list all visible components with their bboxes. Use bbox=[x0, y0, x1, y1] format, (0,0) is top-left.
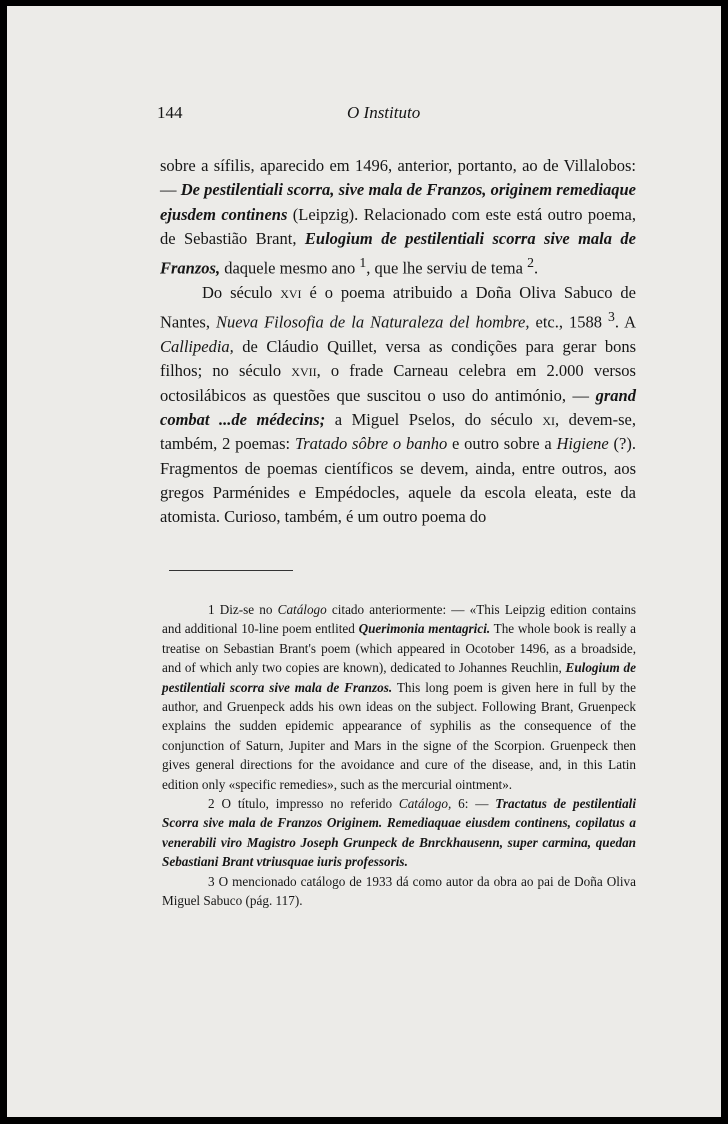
footnote-number: 2 bbox=[208, 796, 215, 812]
text-run: 6: — bbox=[451, 796, 496, 812]
text-run: , o frade Carneau celebra em 2.000 versos octosilábicos as questões que suscitou o uso do antimónio, — bbox=[160, 361, 636, 405]
text-run: (Leipzig). Relacionado com este está outro poema, de Sebastião Brant, bbox=[160, 204, 636, 248]
footnote-divider bbox=[169, 570, 293, 571]
text-run: . bbox=[533, 258, 539, 278]
footnote-3 bbox=[162, 872, 636, 911]
text-run: , que lhe serviu de tema bbox=[366, 258, 528, 278]
page-header bbox=[157, 103, 611, 129]
century-numeral: xvi bbox=[280, 282, 302, 302]
work-title: Eulogium de pestilentiali scorra sive mala de Franzos, bbox=[160, 228, 637, 278]
work-title: grand combat ...de médecins; bbox=[160, 385, 636, 429]
footnote-number: 1 bbox=[208, 602, 215, 617]
text-run: Diz-se no bbox=[214, 602, 278, 617]
work-title: Nueva Filosofia de la Naturaleza del hombre, bbox=[215, 312, 530, 332]
century-numeral: xvii bbox=[291, 361, 317, 381]
text-run: etc., 1588 bbox=[529, 312, 608, 332]
work-title: De pestilentiali scorra, sive mala de Franzos, originem remediaque ejusdem continens bbox=[160, 180, 636, 224]
page-number: 144 bbox=[157, 103, 183, 122]
text-run: Do século bbox=[202, 282, 281, 302]
paragraph-1 bbox=[160, 154, 636, 281]
book-page bbox=[7, 6, 721, 1117]
footnote-ref-1: 1 bbox=[359, 255, 367, 271]
work-title: Catálogo bbox=[277, 602, 327, 617]
text-run: de Cláudio Quillet, versa as condições para gerar bons filhos; no século bbox=[160, 337, 636, 381]
work-title: Catálogo, bbox=[398, 796, 452, 812]
work-title: Eulogium de pestilentiali scorra sive mala de Franzos. bbox=[162, 660, 636, 695]
work-title: Tratado sôbre o banho bbox=[294, 434, 448, 454]
text-run: é o poema atribuido a Doña Oliva Sabuco de Nantes, bbox=[160, 282, 636, 332]
century-numeral: xi bbox=[542, 409, 555, 429]
text-run: The whole book is really a treatise on Sebastian Brant's poem (which appeared in Ocotober 1496, as a broadside, and of which anly two copies are known), dedicated to Johannes Reuchlin, bbox=[162, 621, 636, 676]
text-run: . A bbox=[614, 312, 637, 332]
paragraph-2 bbox=[160, 281, 636, 529]
text-run: citado anteriormente: — «This Leipzig edition contains and additional 10-line poem entlited bbox=[162, 602, 636, 637]
work-title: Higiene bbox=[556, 434, 609, 454]
text-run: daquele mesmo ano bbox=[220, 258, 360, 278]
text-run: , devem-se, também, 2 poemas: bbox=[160, 409, 636, 454]
text-run: e outro sobre a bbox=[447, 434, 557, 454]
footnote-2 bbox=[162, 794, 636, 872]
footnote-ref-3: 3 bbox=[608, 309, 615, 325]
text-run: a Miguel Pselos, do século bbox=[325, 409, 543, 429]
text-run: (?). Fragmentos de poemas científicos se devem, ainda, entre outros, aos gregos Parménides e Empédocles, aquele da escola eleata, este da atomista. Curioso, também, é um outro poema do bbox=[160, 434, 636, 527]
footnote-number: 3 bbox=[208, 873, 215, 889]
text-run: O título, impresso no referido bbox=[214, 796, 399, 812]
footnote-ref-2: 2 bbox=[527, 255, 534, 271]
footnotes bbox=[162, 600, 636, 911]
main-text bbox=[160, 154, 636, 529]
text-run: O mencionado catálogo de 1933 dá como autor da obra ao pai de Doña Oliva Miguel Sabuco (pág. 117). bbox=[162, 873, 636, 909]
text-run: sobre a sífilis, aparecido em 1496, anterior, portanto, ao de Villalobos: — bbox=[160, 156, 636, 200]
work-title: Querimonia mentagrici. bbox=[358, 621, 491, 637]
footnote-1 bbox=[162, 600, 636, 794]
work-title: Tractatus de pestilentiali Scorra sive mala de Franzos Originem. Remediaquae eiusdem continens, copilatus a venerabili viro Magistro Joseph Grunpeck de Bnrckhausenn, super carmina, quedan Sebastiani Brant vtriusquae iuris professoris. bbox=[162, 796, 636, 870]
text-run: This long poem is given here in full by the author, and Gruenpeck adds his own ideas on the subject. Following Brant, Gruenpeck explains the sudden epidemic appearance of syphilis as the consequence of the conjunction of Saturn, Jupiter and Mars in the signe of the Scorpion. Gruenpeck then gives general directions for the avoidance and cure of the disease, and, in this Latin edition only «specific remedies», such as the mercurial ointment». bbox=[162, 679, 636, 792]
running-title: O Instituto bbox=[347, 103, 421, 122]
work-title: Callipedia, bbox=[160, 337, 234, 357]
